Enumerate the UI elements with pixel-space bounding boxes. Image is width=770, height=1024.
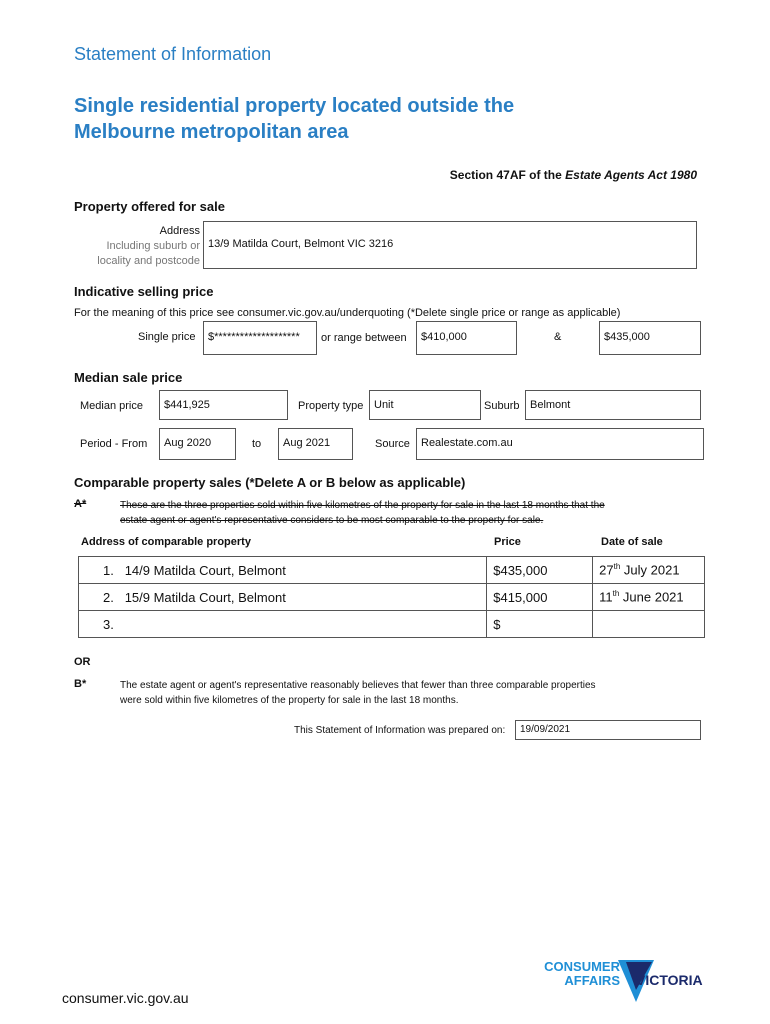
- main-title-line1: Single residential property located outside the: [74, 95, 515, 117]
- row2-address-cell[interactable]: [79, 584, 487, 611]
- col-date-header: Date of sale: [601, 536, 663, 548]
- row2-date-sup: th: [612, 589, 620, 599]
- address-label: [74, 224, 200, 269]
- indicative-heading: Indicative selling price: [74, 284, 214, 299]
- median-price-field[interactable]: $441,925: [159, 390, 288, 420]
- row2-address: 15/9 Matilda Court, Belmont: [124, 589, 286, 605]
- option-a-text-line2: estate agent or agent's representative considers to be most comparable to the property for sale.: [120, 515, 544, 526]
- median-heading: Median sale price: [74, 370, 183, 385]
- suburb-field[interactable]: Belmont: [525, 390, 701, 420]
- row2-price-cell[interactable]: $415,000: [487, 584, 593, 611]
- main-title: [74, 93, 514, 145]
- prepared-label: This Statement of Information was prepared on:: [294, 725, 506, 736]
- period-from-field[interactable]: Aug 2020: [159, 428, 236, 460]
- period-from-label: Period - From: [80, 438, 148, 450]
- address-label-line2: Including suburb or: [106, 240, 200, 252]
- range-label: or range between: [321, 332, 407, 344]
- row2-num: 2.: [103, 589, 114, 605]
- col-address-header: Address of comparable property: [81, 536, 251, 548]
- or-label: OR: [74, 656, 91, 668]
- period-to-field[interactable]: Aug 2021: [278, 428, 353, 460]
- section-ref-act: Estate Agents Act 1980: [565, 168, 697, 182]
- row3-date-cell[interactable]: [593, 611, 705, 638]
- single-price-field[interactable]: $********************: [203, 321, 317, 355]
- address-field[interactable]: 13/9 Matilda Court, Belmont VIC 3216: [203, 221, 697, 269]
- table-row: [79, 611, 705, 638]
- property-heading: Property offered for sale: [74, 199, 225, 214]
- row2-date-rest: June 2021: [619, 589, 684, 605]
- address-label-line3: locality and postcode: [97, 255, 200, 267]
- logo-victoria: VICTORIA: [636, 972, 703, 988]
- option-b-label: B*: [74, 678, 87, 690]
- range-ampersand: &: [554, 331, 562, 343]
- option-b-text: [120, 678, 596, 708]
- source-field[interactable]: Realestate.com.au: [416, 428, 704, 460]
- option-b-text-line1: The estate agent or agent's representative reasonably believes that fewer than three comparable properties: [120, 680, 596, 691]
- address-label-line1: Address: [159, 225, 200, 237]
- row3-num: 3.: [103, 616, 114, 632]
- suburb-label: Suburb: [484, 400, 520, 412]
- consumer-affairs-victoria-logo: [528, 958, 704, 1008]
- row2-date-cell[interactable]: [593, 584, 705, 611]
- col-price-header: Price: [494, 536, 521, 548]
- footer-url[interactable]: consumer.vic.gov.au: [62, 990, 189, 1006]
- prepared-date-field[interactable]: 19/09/2021: [515, 720, 701, 740]
- row3-price-cell[interactable]: $: [487, 611, 593, 638]
- option-a-text: [120, 498, 605, 528]
- source-label: Source: [375, 438, 410, 450]
- row1-date-cell[interactable]: [593, 557, 705, 584]
- period-to-label: to: [252, 438, 262, 450]
- row1-date-rest: July 2021: [620, 562, 680, 578]
- property-type-field[interactable]: Unit: [369, 390, 481, 420]
- row2-date-day: 11: [599, 589, 613, 605]
- statement-title: Statement of Information: [74, 44, 272, 64]
- logo-affairs: AFFAIRS: [564, 973, 620, 988]
- section-ref-prefix: Section 47AF of the: [449, 168, 566, 182]
- row1-date-day: 27: [599, 562, 614, 578]
- indicative-note: For the meaning of this price see consumer.vic.gov.au/underquoting (*Delete single price or range as applicable): [74, 307, 621, 319]
- option-b-text-line2: were sold within five kilometres of the property for sale in the last 18 months.: [120, 695, 459, 706]
- logo-consumer: CONSUMER: [544, 959, 620, 974]
- row1-price-cell[interactable]: $435,000: [487, 557, 593, 584]
- single-price-label: Single price: [138, 331, 196, 343]
- table-row: [79, 557, 705, 584]
- median-price-label: Median price: [80, 400, 143, 412]
- main-title-line2: Melbourne metropolitan area: [74, 121, 349, 143]
- comparable-table: [78, 556, 705, 638]
- section-reference: [450, 168, 697, 182]
- option-a-label: A*: [74, 498, 87, 510]
- property-type-label: Property type: [298, 400, 364, 412]
- row1-address: 14/9 Matilda Court, Belmont: [124, 562, 286, 578]
- range-low-field[interactable]: $410,000: [416, 321, 517, 355]
- comparable-heading: Comparable property sales (*Delete A or B below as applicable): [74, 475, 466, 490]
- option-a-text-line1: These are the three properties sold within five kilometres of the property for sale in the last 18 months that the: [120, 500, 605, 511]
- row1-date-sup: th: [613, 562, 621, 572]
- range-high-field[interactable]: $435,000: [599, 321, 701, 355]
- row1-address-cell[interactable]: [79, 557, 487, 584]
- row1-num: 1.: [103, 562, 114, 578]
- row3-address-cell[interactable]: [79, 611, 487, 638]
- table-row: [79, 584, 705, 611]
